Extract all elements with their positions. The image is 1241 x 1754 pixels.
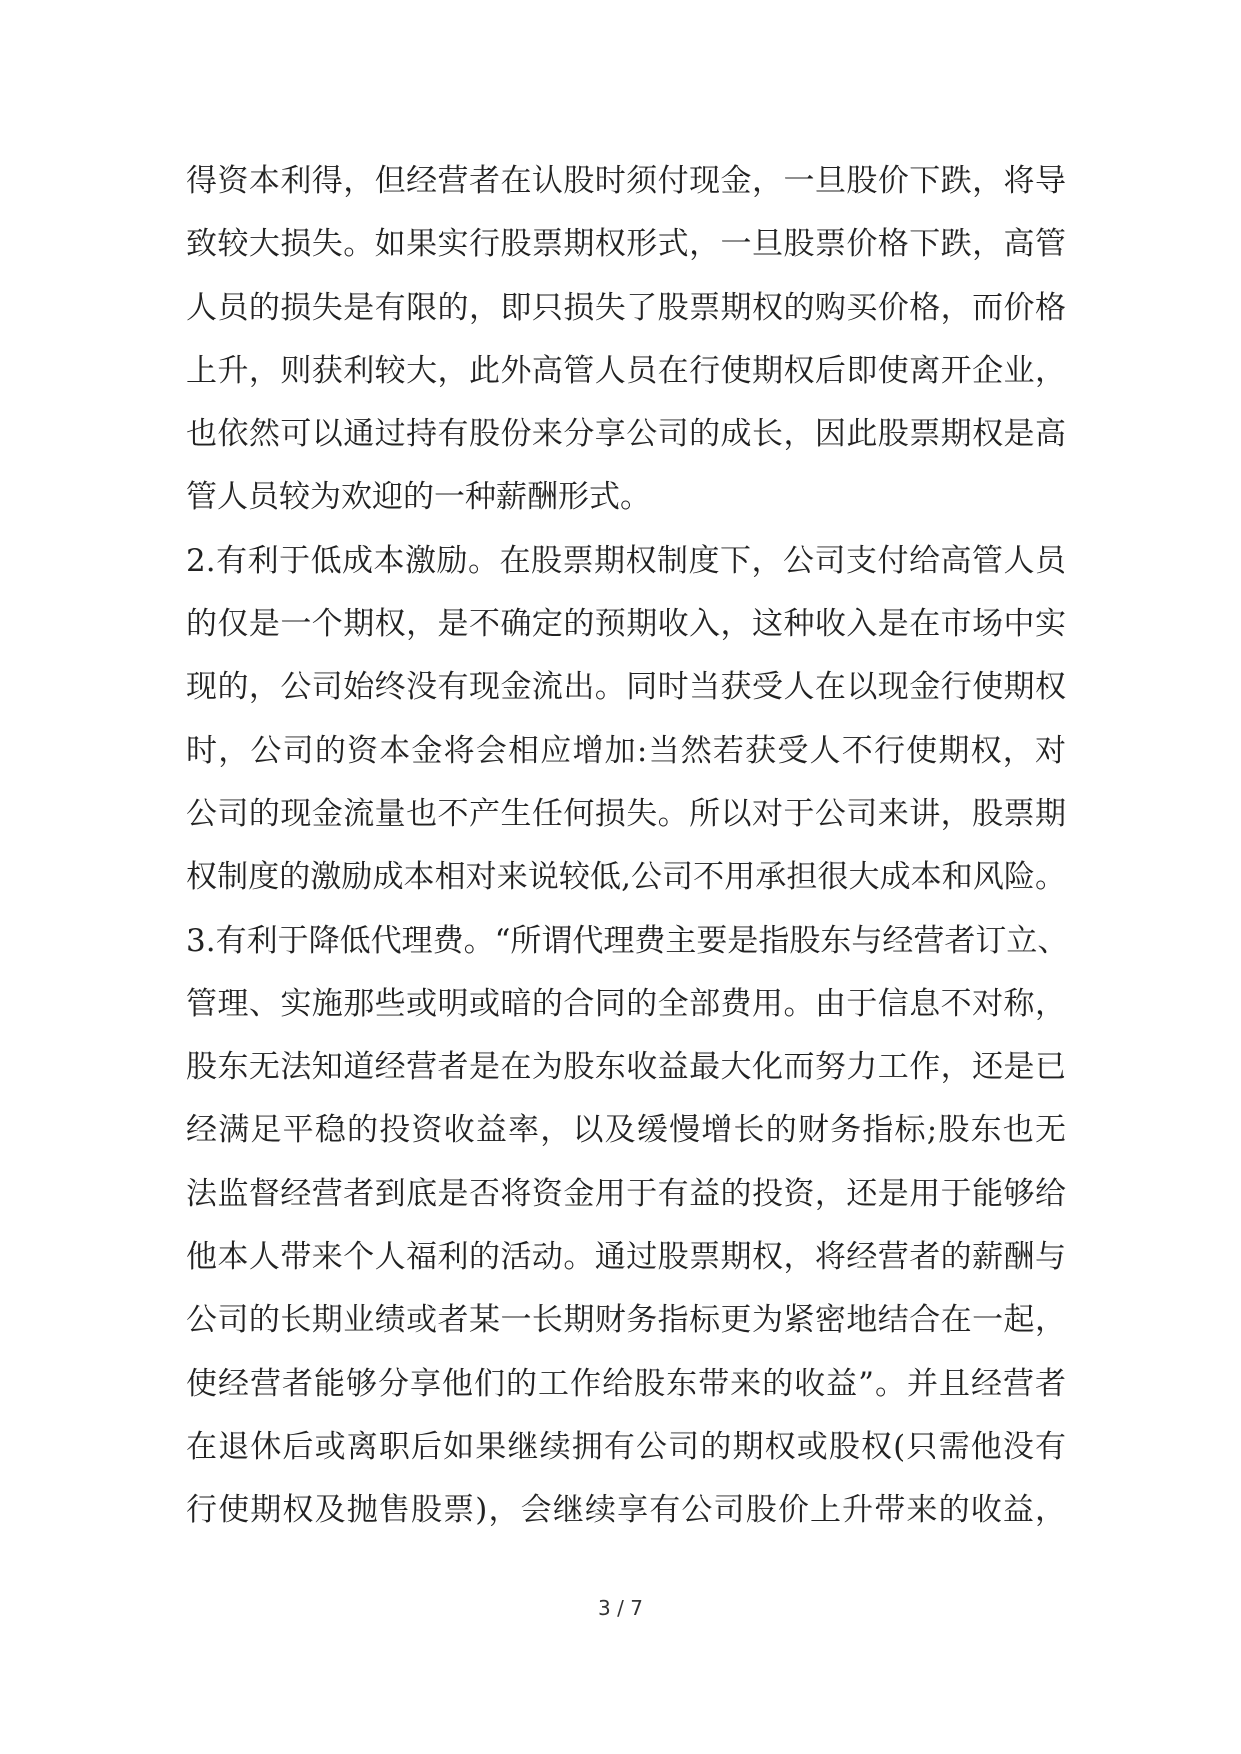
text-line: 3.有利于降低代理费。“所谓代理费主要是指股东与经营者订立、: [186, 922, 1069, 959]
text-line: 行使期权及抛售股票)，会继续享有公司股价上升带来的收益，: [186, 1492, 1066, 1529]
text-line: 2.有利于低成本激励。在股票期权制度下，公司支付给高管人员: [186, 542, 1066, 579]
text-line: 时，公司的资本金将会相应增加:当然若获受人不行使期权，对: [186, 732, 1066, 769]
text-line: 法监督经营者到底是否将资金用于有益的投资，还是用于能够给: [186, 1175, 1066, 1212]
text-line: 也依然可以通过持有股份来分享公司的成长，因此股票期权是高: [186, 416, 1066, 453]
text-line: 人员的损失是有限的，即只损失了股票期权的购买价格，而价格: [186, 289, 1066, 326]
text-line: 权制度的激励成本相对来说较低,公司不用承担很大成本和风险。: [186, 859, 1066, 896]
text-line: 使经营者能够分享他们的工作给股东带来的收益”。并且经营者: [186, 1365, 1066, 1402]
text-line: 的仅是一个期权，是不确定的预期收入，这种收入是在市场中实: [186, 606, 1066, 643]
text-line: 现的，公司始终没有现金流出。同时当获受人在以现金行使期权: [186, 669, 1066, 706]
page-number: 3 / 7: [598, 1596, 643, 1620]
text-line: 上升，则获利较大，此外高管人员在行使期权后即使离开企业，: [186, 352, 1066, 389]
text-line: 公司的长期业绩或者某一长期财务指标更为紧密地结合在一起，: [186, 1302, 1066, 1339]
text-line: 管人员较为欢迎的一种薪酬形式。: [186, 479, 651, 516]
text-line: 致较大损失。如果实行股票期权形式，一旦股票价格下跌，高管: [186, 226, 1066, 263]
text-line: 股东无法知道经营者是在为股东收益最大化而努力工作，还是已: [186, 1049, 1066, 1086]
text-line: 得资本利得，但经营者在认股时须付现金，一旦股价下跌，将导: [186, 163, 1066, 199]
text-line: 经满足平稳的投资收益率，以及缓慢增长的财务指标;股东也无: [186, 1112, 1066, 1149]
text-line: 在退休后或离职后如果继续拥有公司的期权或股权(只需他没有: [186, 1428, 1066, 1465]
text-line: 管理、实施那些或明或暗的合同的全部费用。由于信息不对称，: [186, 985, 1066, 1022]
text-line: 他本人带来个人福利的活动。通过股票期权，将经营者的薪酬与: [186, 1239, 1066, 1276]
body-text: [186, 150, 1069, 1543]
text-line: 公司的现金流量也不产生任何损失。所以对于公司来讲，股票期: [186, 795, 1066, 832]
